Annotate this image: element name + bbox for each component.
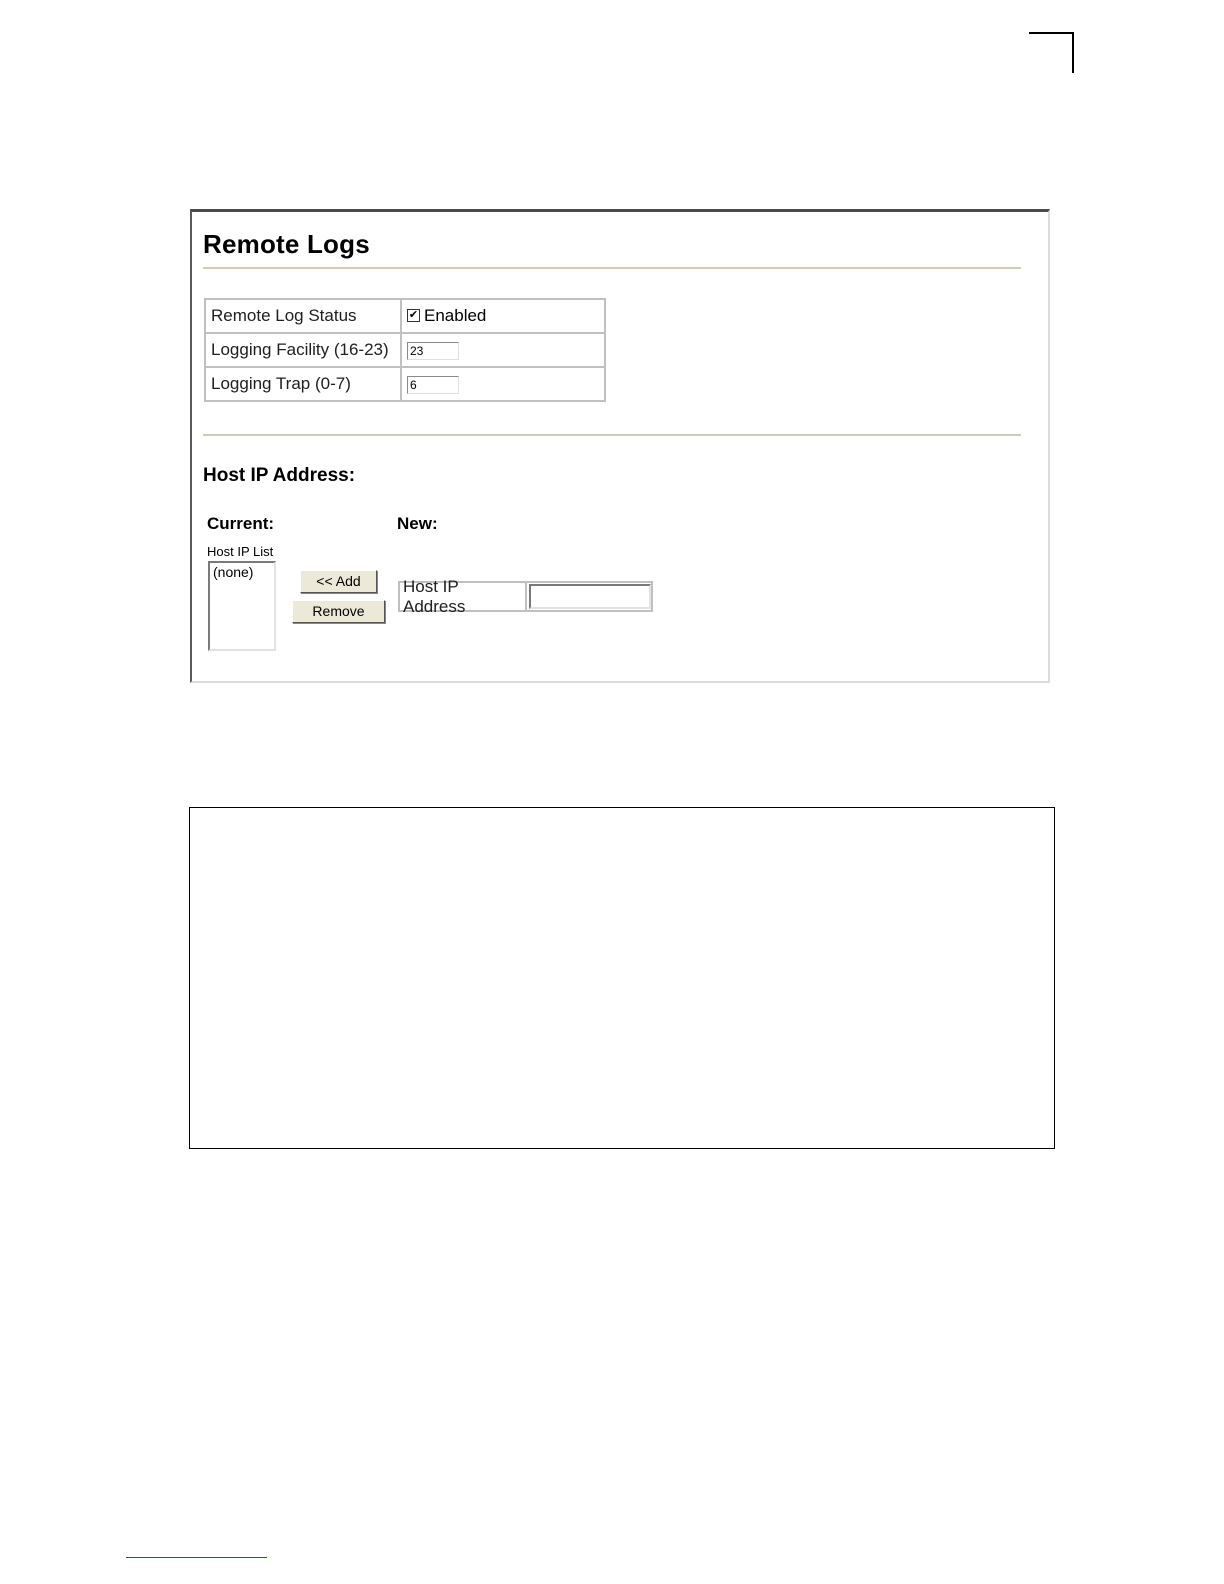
crop-mark-vertical: [1072, 32, 1074, 73]
remote-logs-panel: [190, 209, 1050, 683]
logging-trap-cell: [401, 367, 605, 401]
blank-frame: [189, 807, 1055, 1149]
host-ip-heading: Host IP Address:: [203, 465, 356, 486]
add-button[interactable]: << Add: [300, 570, 377, 593]
logging-trap-input[interactable]: [407, 376, 459, 394]
page-title: Remote Logs: [203, 229, 370, 259]
new-label: New:: [397, 514, 438, 533]
new-host-ip-row: [398, 576, 653, 616]
logging-facility-label: Logging Facility (16-23): [205, 333, 401, 367]
logging-facility-input[interactable]: [407, 342, 459, 360]
divider: [203, 434, 1021, 436]
list-item[interactable]: (none): [213, 564, 254, 580]
table-row: [205, 367, 605, 401]
divider: [203, 267, 1021, 269]
remote-log-status-label: Remote Log Status: [205, 299, 401, 333]
host-ip-list-caption: Host IP List: [207, 544, 274, 559]
enabled-checkbox-label: Enabled: [424, 306, 487, 325]
table-row: [205, 299, 605, 333]
remove-button[interactable]: Remove: [292, 600, 385, 623]
crop-mark-horizontal: [1029, 32, 1074, 34]
host-ip-address-label: Host IP Address: [400, 583, 527, 610]
logging-trap-label: Logging Trap (0-7): [205, 367, 401, 401]
settings-table: [204, 298, 606, 402]
enabled-checkbox[interactable]: ✔: [408, 308, 419, 321]
current-label: Current:: [207, 514, 275, 533]
table-row: [205, 333, 605, 367]
host-ip-address-input[interactable]: [529, 584, 651, 609]
host-ip-listbox[interactable]: [208, 561, 276, 651]
footer-rule: [126, 1557, 267, 1558]
remote-log-status-cell: [401, 299, 605, 333]
logging-facility-cell: [401, 333, 605, 367]
